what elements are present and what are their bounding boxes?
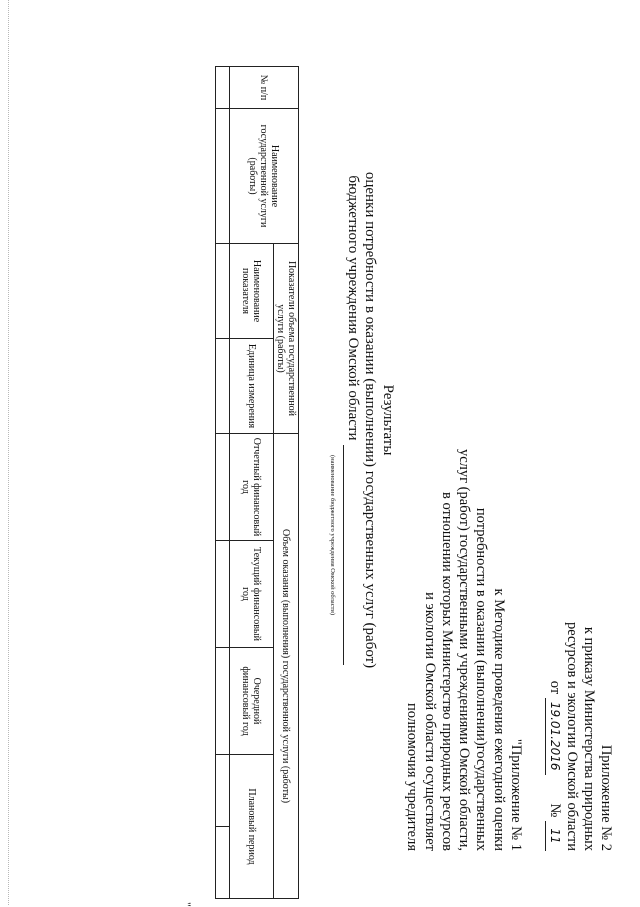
table-cell bbox=[216, 339, 230, 434]
table-cell bbox=[216, 648, 230, 755]
handwritten-number: 11 bbox=[545, 821, 563, 851]
organization-prefix: бюджетного учреждения Омской области bbox=[345, 175, 361, 441]
document-title bbox=[324, 120, 396, 720]
table-cell bbox=[216, 109, 230, 244]
organization-caption: (наименование бюджетного учреждения Омской области) bbox=[329, 454, 337, 616]
method-line: услуг (работ) государственными учреждениями Омской области, bbox=[456, 448, 473, 851]
header-volume-indicators: Показатели объема государственной услуги (работы) bbox=[274, 244, 299, 434]
method-line: и экологии Омской области осуществляет bbox=[421, 592, 438, 851]
method-line: потребности в оказании (выполнении)государственных bbox=[473, 507, 490, 851]
table-cell bbox=[216, 434, 230, 541]
table-cell bbox=[216, 244, 230, 339]
header-indicator-name: Наименование показателя bbox=[230, 244, 274, 339]
closing-quote: " bbox=[180, 902, 194, 907]
table-cell bbox=[216, 67, 230, 109]
method-attachment bbox=[403, 331, 524, 851]
attachment-date-line bbox=[545, 491, 563, 851]
attachment-title: Приложение № 2 bbox=[598, 744, 614, 851]
method-title: "Приложение № 1 bbox=[508, 738, 524, 851]
header-service-name: Наименование государственной услуги (работы) bbox=[230, 109, 299, 244]
attachment-line-1: к приказу Министерства природных bbox=[581, 626, 597, 851]
header-number: № п/п bbox=[230, 67, 299, 109]
header-reporting-year: Отчетный финансовый год bbox=[230, 434, 274, 541]
method-line: к Методике проведения ежегодной оценки bbox=[490, 588, 507, 851]
number-label: № bbox=[547, 803, 563, 818]
title-line-2: оценки потребности в оказании (выполнении) государственных услуг (работ) bbox=[362, 171, 379, 669]
title-results: Результаты bbox=[380, 384, 396, 456]
results-table bbox=[215, 66, 299, 899]
table-cell bbox=[216, 541, 230, 648]
table-cell bbox=[216, 827, 230, 899]
from-label: от bbox=[547, 680, 563, 695]
attachment-line-2: ресурсов и экологии Омской области bbox=[564, 622, 580, 851]
header-unit: Единица измерения bbox=[230, 339, 274, 434]
attachment-header bbox=[545, 491, 614, 851]
method-line: в отношении которых Министерство природных ресурсов bbox=[438, 492, 455, 851]
header-volume: Объем оказания (выполнения) государственной услуги (работы) bbox=[274, 434, 299, 899]
header-planned-period: Плановый период bbox=[230, 755, 274, 899]
organization-blank bbox=[344, 445, 359, 665]
header-current-year: Текущий финансовый год bbox=[230, 541, 274, 648]
header-next-year: Очередной финансовый год bbox=[230, 648, 274, 755]
organization-line bbox=[344, 120, 362, 720]
handwritten-date: 19.01.2016 bbox=[545, 698, 563, 775]
method-line: полномочия учредителя bbox=[404, 702, 421, 851]
table-cell bbox=[216, 755, 230, 827]
